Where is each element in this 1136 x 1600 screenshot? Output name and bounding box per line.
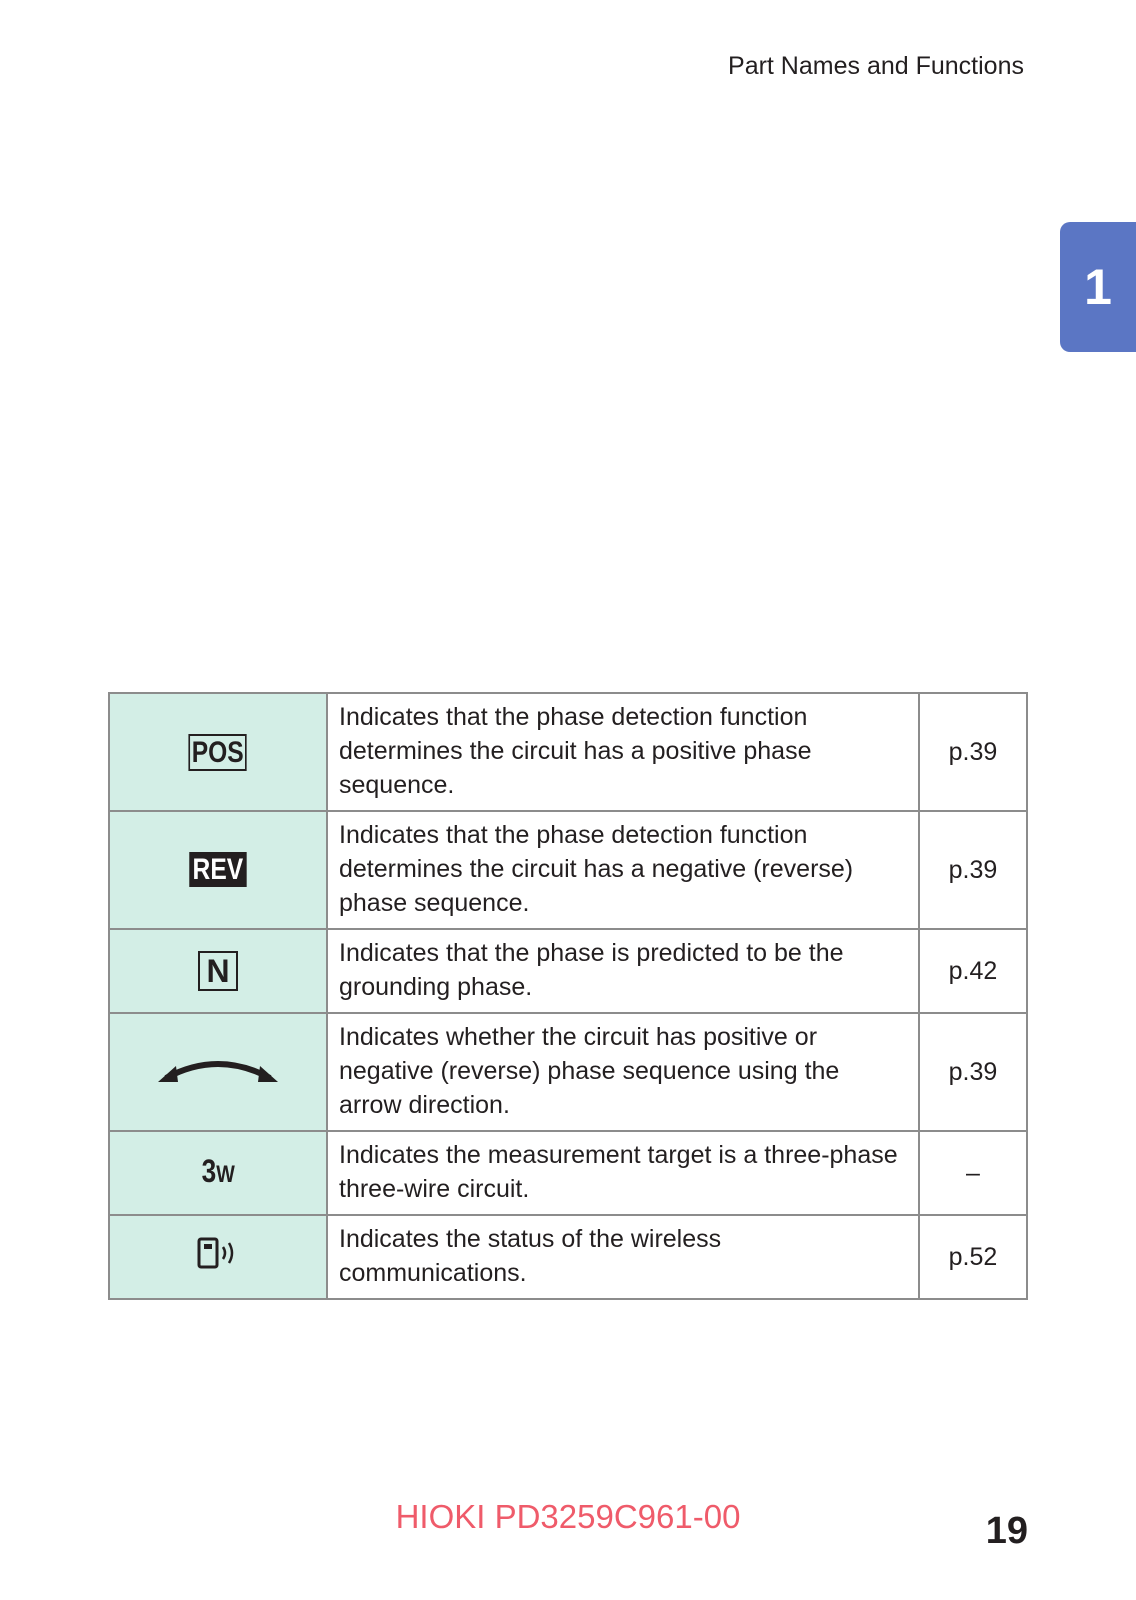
page-reference: p.39 <box>919 811 1027 929</box>
three-wire-digit: 3 <box>201 1153 216 1189</box>
description-cell: Indicates the status of the wireless communications. <box>327 1215 919 1299</box>
page-reference: p.39 <box>919 693 1027 811</box>
description-cell: Indicates that the phase is predicted to be the grounding phase. <box>327 929 919 1013</box>
chapter-tab <box>1060 222 1136 352</box>
icon-cell <box>109 1131 327 1215</box>
description-cell: Indicates whether the circuit has positive or negative (reverse) phase sequence using the arrow direction. <box>327 1013 919 1131</box>
icon-cell <box>109 693 327 811</box>
running-header: Part Names and Functions <box>728 52 1024 80</box>
table-row <box>109 693 1027 811</box>
grounding-phase-icon: N <box>198 951 237 991</box>
table-row <box>109 1131 1027 1215</box>
description-cell: Indicates the measurement target is a three-phase three-wire circuit. <box>327 1131 919 1215</box>
table-row <box>109 811 1027 929</box>
page-reference: p.42 <box>919 929 1027 1013</box>
document-watermark: HIOKI PD3259C961-00 <box>395 1498 741 1535</box>
pos-icon: POS <box>189 734 248 771</box>
wireless-icon <box>196 1236 240 1270</box>
three-wire-letter: W <box>215 1161 235 1188</box>
description-cell: Indicates that the phase detection function determines the circuit has a negative (reverse) phase sequence. <box>327 811 919 929</box>
icon-cell <box>109 929 327 1013</box>
chapter-number: 1 <box>1084 259 1112 315</box>
page-number: 19 <box>985 1510 1028 1552</box>
page-reference: – <box>919 1131 1027 1215</box>
page-reference: p.52 <box>919 1215 1027 1299</box>
table-row <box>109 1013 1027 1131</box>
table-row <box>109 929 1027 1013</box>
page-reference: p.39 <box>919 1013 1027 1131</box>
icon-cell <box>109 811 327 929</box>
three-wire-icon <box>201 1154 234 1192</box>
icon-cell <box>109 1215 327 1299</box>
phase-arrow-icon <box>156 1048 280 1088</box>
icon-cell <box>109 1013 327 1131</box>
rev-icon: REV <box>189 852 246 887</box>
display-icon-table <box>108 692 1028 1300</box>
description-cell: Indicates that the phase detection function determines the circuit has a positive phase sequence. <box>327 693 919 811</box>
table-row <box>109 1215 1027 1299</box>
